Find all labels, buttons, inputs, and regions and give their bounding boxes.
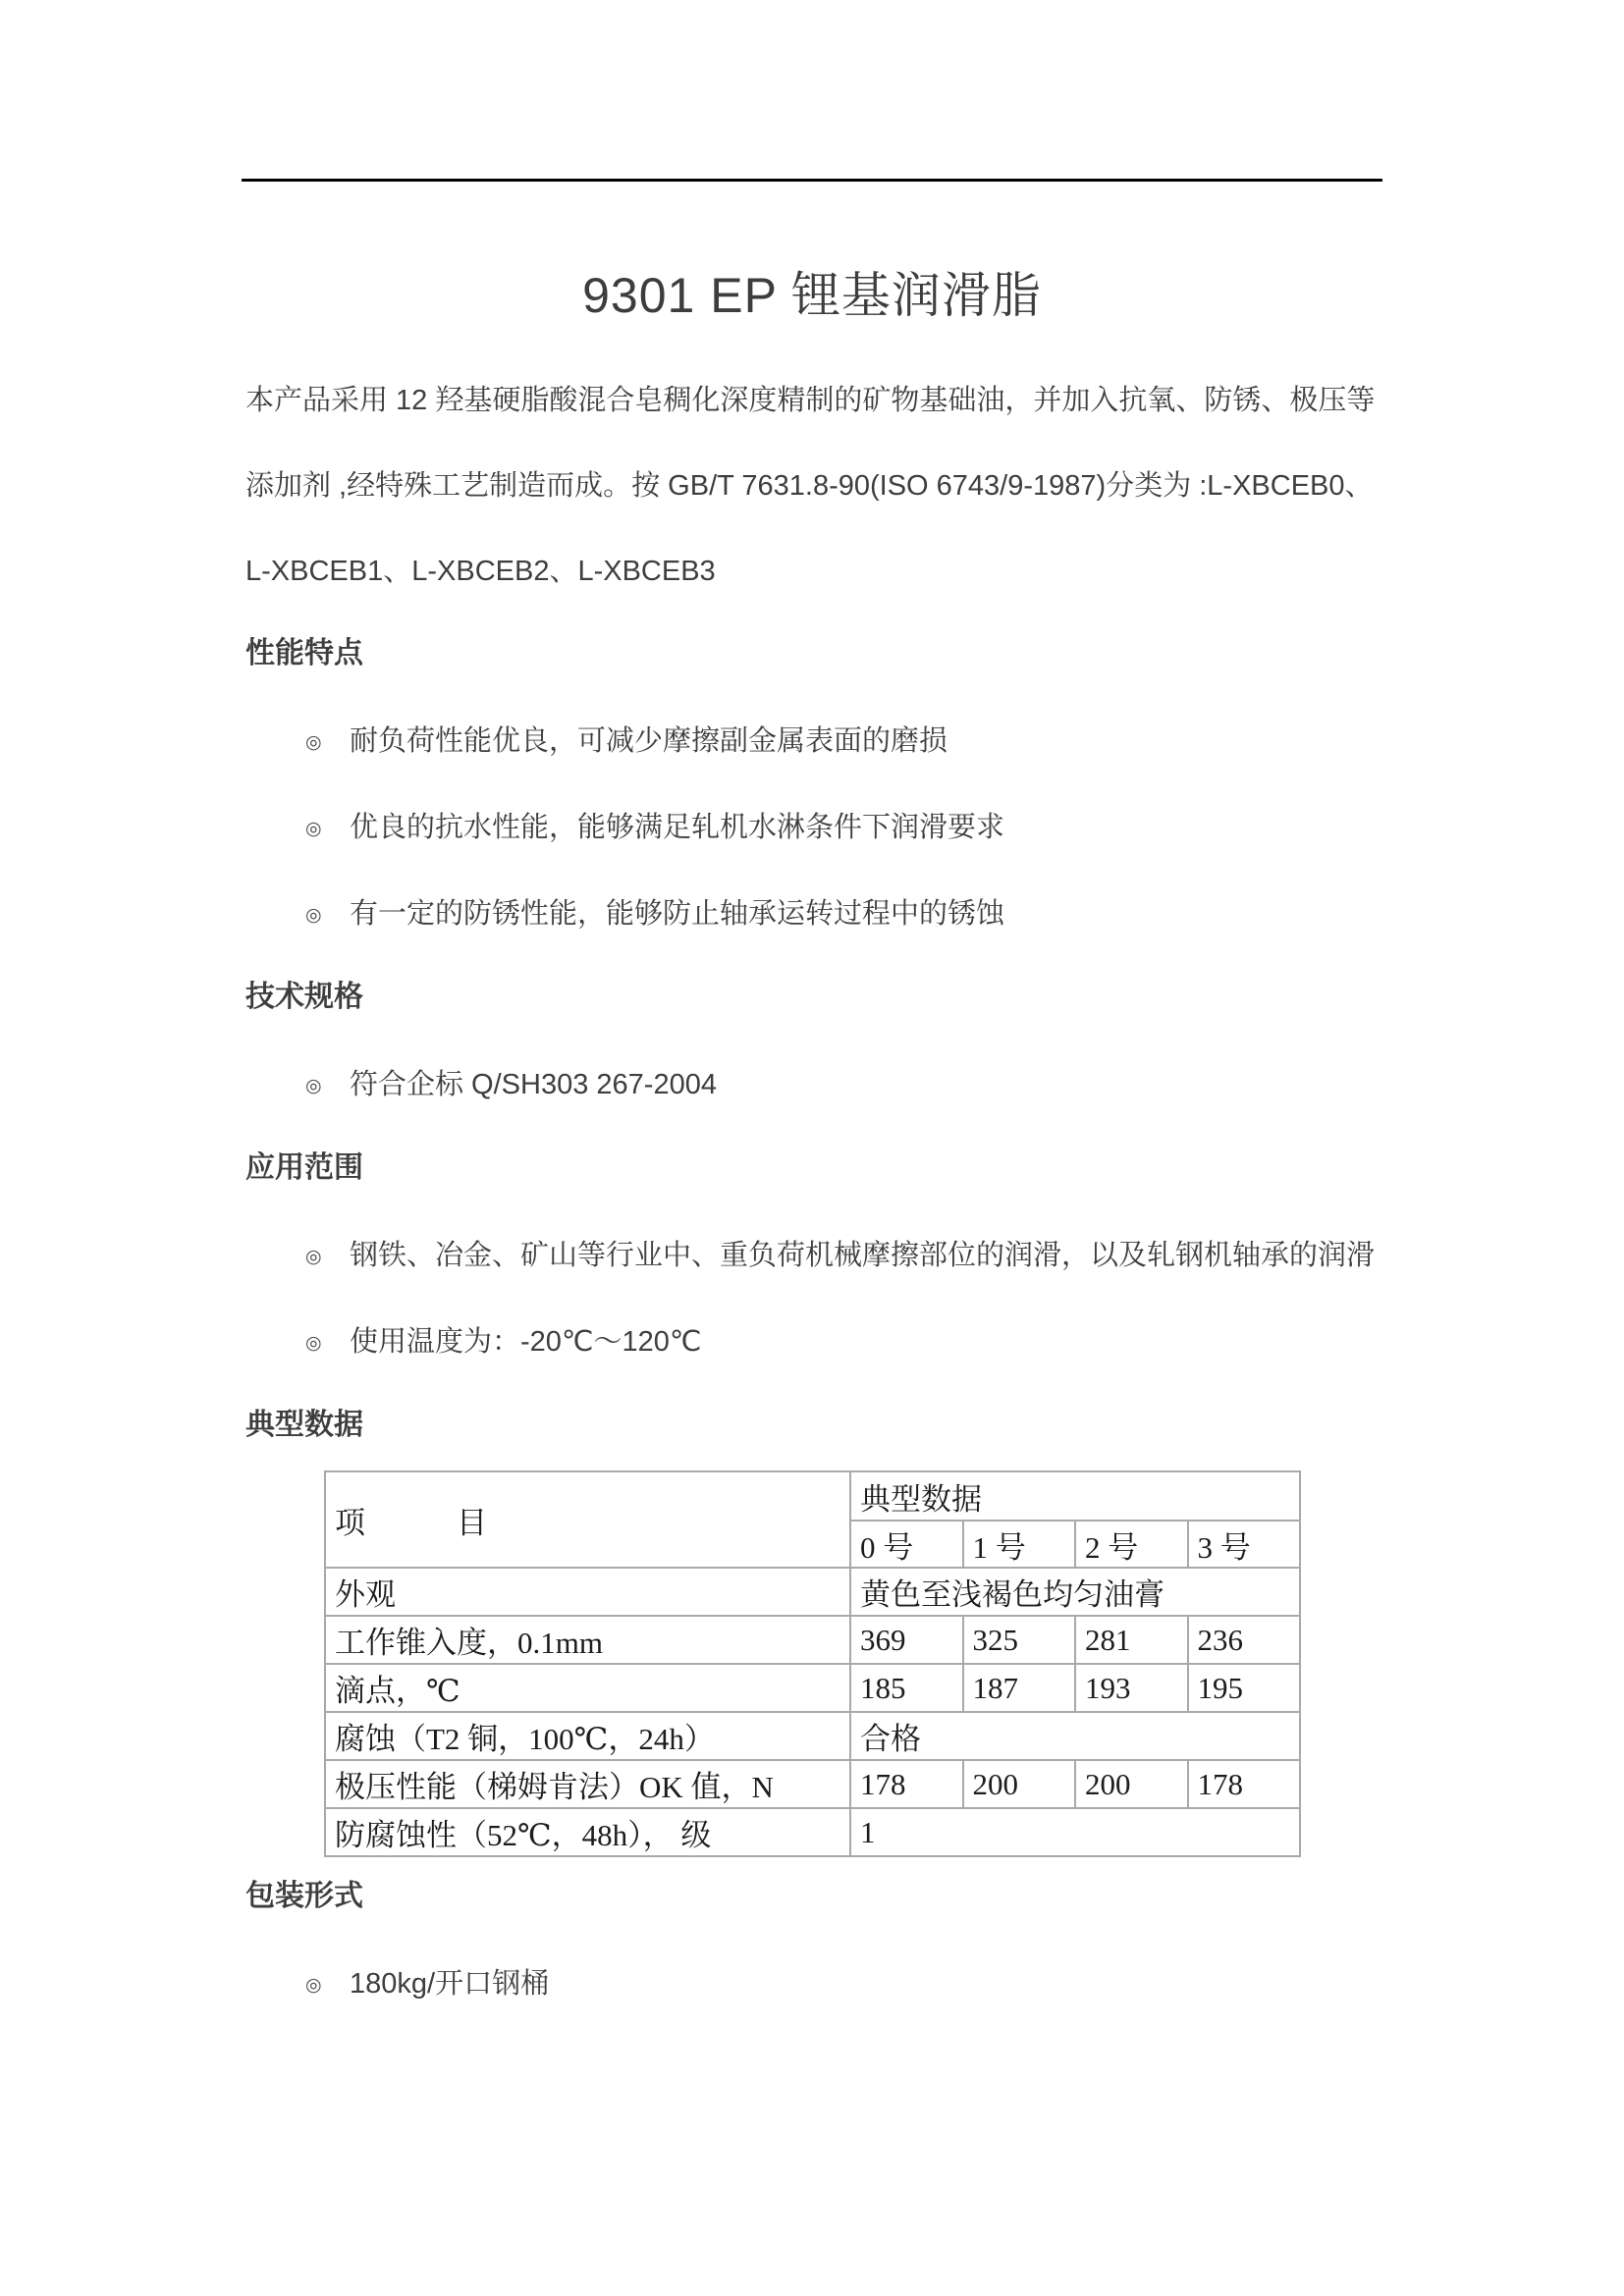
row-value: 178 xyxy=(1188,1760,1301,1808)
bullet-marker-icon: ◎ xyxy=(305,732,322,753)
row-value: 281 xyxy=(1075,1616,1188,1664)
table-row xyxy=(325,1568,1300,1616)
bullet-text: 优良的抗水性能，能够满足轧机水淋条件下润滑要求 xyxy=(350,812,1005,843)
row-value: 236 xyxy=(1188,1616,1301,1664)
row-label: 极压性能（梯姆肯法）OK 值，N xyxy=(325,1760,850,1808)
applications-bullet-list xyxy=(305,1198,1624,1386)
specs-bullet-list xyxy=(305,1027,1624,1129)
table-row xyxy=(325,1760,1300,1808)
row-value: 369 xyxy=(850,1616,963,1664)
row-label: 腐蚀（T2 铜，100℃，24h） xyxy=(325,1712,850,1760)
row-value: 187 xyxy=(963,1664,1076,1712)
list-item xyxy=(305,699,1624,785)
row-value: 200 xyxy=(1075,1760,1188,1808)
table-row xyxy=(325,1712,1300,1760)
list-item xyxy=(305,1213,1624,1300)
grade-header-1: 1 号 xyxy=(963,1521,1076,1568)
bullet-marker-icon: ◎ xyxy=(305,1333,322,1354)
list-item xyxy=(305,1300,1624,1386)
row-label: 工作锥入度，0.1mm xyxy=(325,1616,850,1664)
section-heading-packaging: 包装形式 xyxy=(245,1880,363,1912)
row-span-value: 1 xyxy=(850,1808,1300,1856)
grade-header-0: 0 号 xyxy=(850,1521,963,1568)
bullet-marker-icon: ◎ xyxy=(305,1975,322,1996)
section-heading-features: 性能特点 xyxy=(245,637,363,669)
bullet-text: 180kg/开口钢桶 xyxy=(350,1968,550,2000)
bullet-marker-icon: ◎ xyxy=(305,819,322,839)
bullet-marker-icon: ◎ xyxy=(305,905,322,926)
intro-line: L-XBCEB1、L-XBCEB2、L-XBCEB3 xyxy=(245,556,716,587)
bullet-text: 使用温度为：-20℃～120℃ xyxy=(350,1326,702,1358)
table-row xyxy=(325,1664,1300,1712)
intro-paragraph xyxy=(245,358,1382,614)
bullet-text: 有一定的防锈性能，能够防止轴承运转过程中的锈蚀 xyxy=(350,898,1005,930)
section-heading-applications: 应用范围 xyxy=(245,1151,363,1184)
row-value: 200 xyxy=(963,1760,1076,1808)
table-header-item: 项 目 xyxy=(325,1471,850,1568)
features-bullet-list xyxy=(305,683,1624,958)
row-value: 195 xyxy=(1188,1664,1301,1712)
bullet-text: 符合企标 Q/SH303 267-2004 xyxy=(350,1069,717,1100)
table-row xyxy=(325,1808,1300,1856)
row-span-value: 合格 xyxy=(850,1712,1300,1760)
page-title: 9301 EP 锂基润滑脂 xyxy=(582,268,1042,323)
intro-line: 本产品采用 12 羟基硬脂酸混合皂稠化深度精制的矿物基础油，并加入抗氧、防锈、极压等 xyxy=(245,385,1376,416)
packaging-bullet-list xyxy=(305,1926,1624,2028)
table-row xyxy=(325,1471,1300,1521)
list-item xyxy=(305,872,1624,958)
table-header-group: 典型数据 xyxy=(850,1471,1300,1521)
row-span-value: 黄色至浅褐色均匀油膏 xyxy=(850,1568,1300,1616)
list-item xyxy=(305,1942,1624,2028)
list-item xyxy=(305,785,1624,872)
row-value: 185 xyxy=(850,1664,963,1712)
grade-header-3: 3 号 xyxy=(1188,1521,1301,1568)
typical-data-table xyxy=(324,1470,1301,1857)
row-label: 防腐蚀性（52℃，48h）， 级 xyxy=(325,1808,850,1856)
table-row xyxy=(325,1616,1300,1664)
row-value: 325 xyxy=(963,1616,1076,1664)
bullet-marker-icon: ◎ xyxy=(305,1076,322,1096)
section-heading-specs: 技术规格 xyxy=(245,981,363,1013)
grade-header-2: 2 号 xyxy=(1075,1521,1188,1568)
row-label: 外观 xyxy=(325,1568,850,1616)
bullet-text: 耐负荷性能优良，可减少摩擦副金属表面的磨损 xyxy=(350,725,948,757)
row-value: 178 xyxy=(850,1760,963,1808)
row-label: 滴点，℃ xyxy=(325,1664,850,1712)
top-horizontal-rule xyxy=(242,179,1382,182)
bullet-marker-icon: ◎ xyxy=(305,1247,322,1267)
row-value: 193 xyxy=(1075,1664,1188,1712)
section-heading-typical-data: 典型数据 xyxy=(245,1409,363,1441)
bullet-text: 钢铁、冶金、矿山等行业中、重负荷机械摩擦部位的润滑，以及轧钢机轴承的润滑 xyxy=(350,1240,1376,1271)
list-item xyxy=(305,1042,1624,1129)
intro-line: 添加剂 ,经特殊工艺制造而成。按 GB/T 7631.8-90(ISO 6743/9-1987)分类为 :L-XBCEB0、 xyxy=(245,470,1374,502)
